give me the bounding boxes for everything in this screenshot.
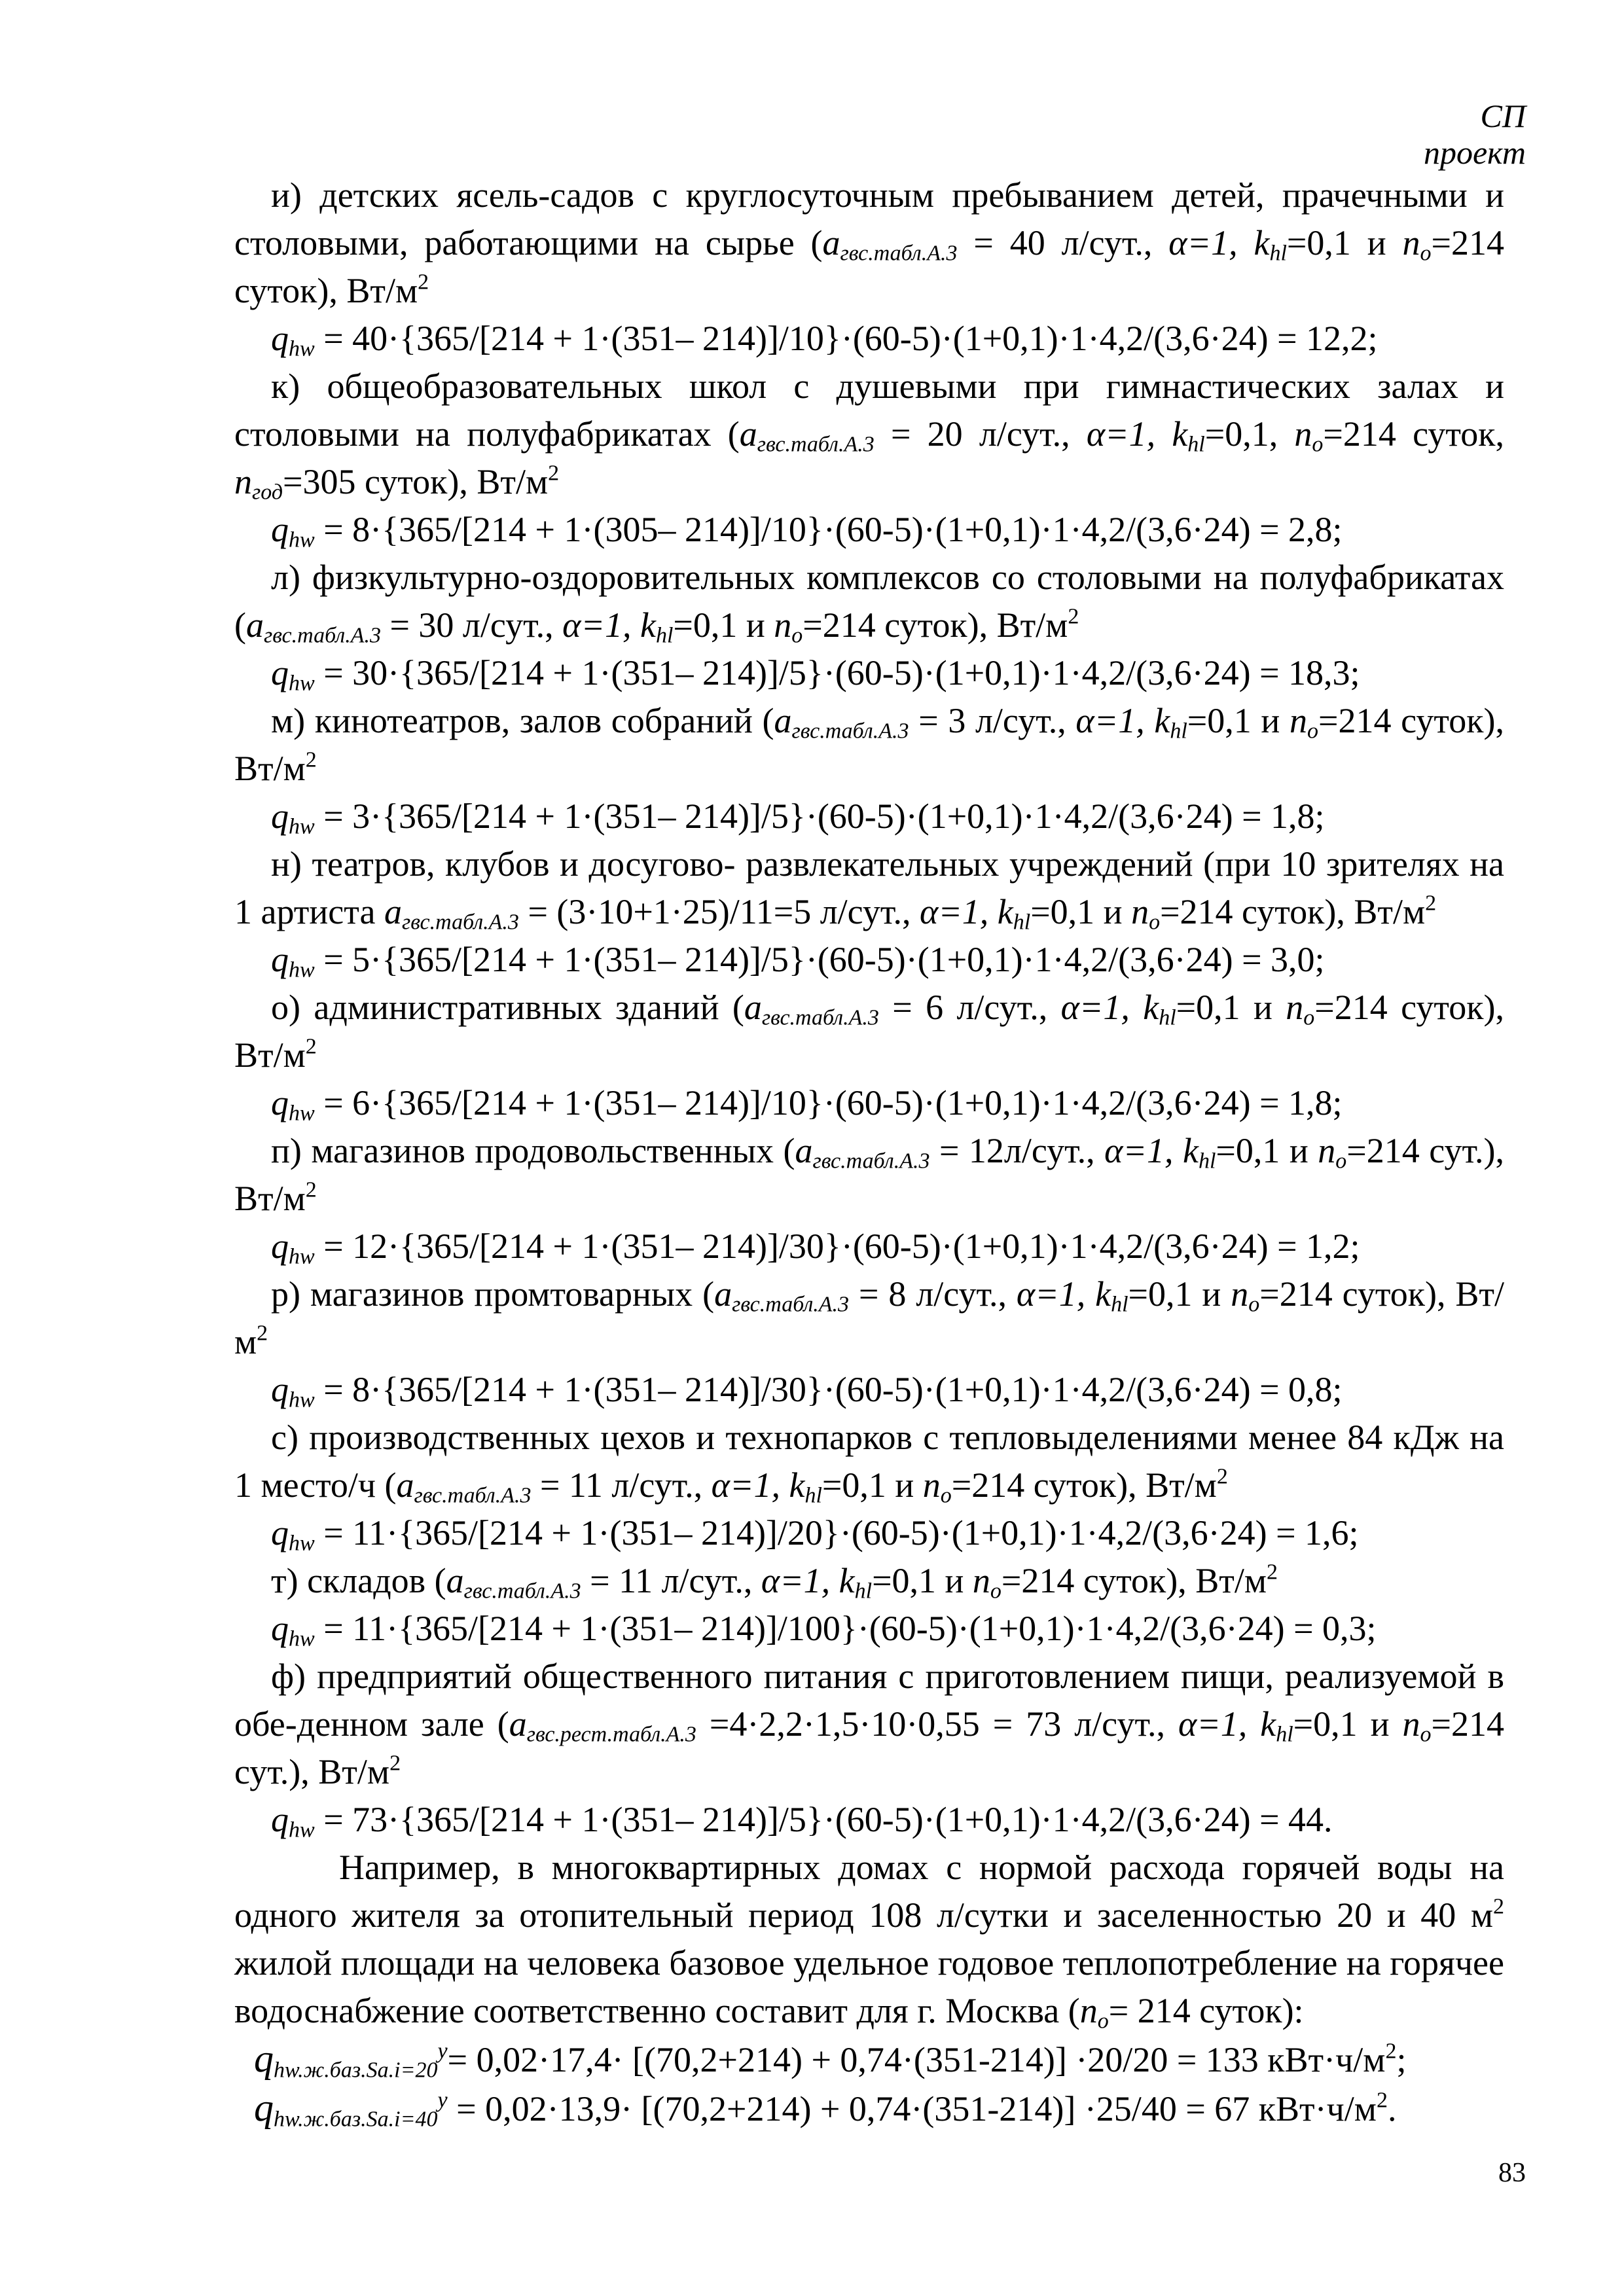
formula: qhw = 11·{365/[214 + 1·(351– 214)]/20}·(60-5)·(1+0,1)·1·4,2/(3,6·24) = 1,6; [271,1513,1359,1556]
formula: qhw = 30·{365/[214 + 1·(351– 214)]/5}·(60-5)·(1+0,1)·1·4,2/(3,6·24) = 18,3; [271,653,1360,696]
year-days-symbol: nгод [234,462,283,505]
heat-symbol: qhw [271,797,315,839]
loss-coef-symbol: khl [1143,988,1176,1030]
loss-coef-symbol: khl [1254,223,1287,266]
formula: qhw = 3·{365/[214 + 1·(351– 214)]/5}·(60-5)·(1+0,1)·1·4,2/(3,6·24) = 1,8; [271,797,1325,839]
formula: qhw = 12·{365/[214 + 1·(351– 214)]/30}·(60-5)·(1+0,1)·1·4,2/(3,6·24) = 1,2; [271,1227,1360,1269]
formula: qhw = 5·{365/[214 + 1·(351– 214)]/5}·(60-5)·(1+0,1)·1·4,2/(3,6·24) = 3,0; [271,940,1325,982]
loss-coef-symbol: khl [1095,1274,1128,1317]
days-symbol: no [922,1465,952,1508]
list-item: и) детских ясель-садов с круглосуточным пребыванием детей, прачечными и столовыми, работающими на сырье (агвс.табл.А.3 = 40 л/сут., α=1, khl=0,1 и no=214 суток), $Вт/м^2$ [234,175,1505,310]
list-item: п) магазинов продовольственных (агвс.табл.А.3 = 12л/сут., α=1, khl=0,1 и no=214 сут.), $Вт/м^2$ [234,1131,1504,1218]
loss-coef-symbol: khl [1154,701,1187,744]
example-formula: $qhw.ж.баз.Sa.i=40^у = 0,02\cdot 13,9\cdot [(70,2+214) + 0,74\cdot(351-214)] \cdot 25/40 = 67$ $кВт\cdot ч/м^2$. [254,2086,1397,2132]
list-item: т) складов (агвс.табл.А.3 = 11 л/сут., α=1, khl=0,1 и no=214 суток), $Вт/м^2$ [271,1560,1278,1604]
days-symbol: no [1231,1274,1260,1317]
document-body [234,171,1504,2133]
list-item: к) общеобразовательных школ с душевыми при гимнастических залах и столовыми на полуфабрикатах (агвс.табл.А.3 = 20 л/сут., α=1, khl=0,1, no=214 суток, nгод=305 суток), $Вт/м^2$ [234,367,1504,505]
days-symbol: no [1079,1991,1109,2034]
list-item: о) административных зданий (агвс.табл.А.3 = 6 л/сут., α=1, khl=0,1 и no=214 суток), $Вт/м^2$ [234,988,1504,1075]
formula: qhw = 73·{365/[214 + 1·(351– 214)]/5}·(60-5)·(1+0,1)·1·4,2/(3,6·24) = 44. [271,1800,1333,1842]
loss-coef-symbol: khl [839,1561,873,1604]
formula: qhw = 40·{365/[214 + 1·(351– 214)]/10}·(60-5)·(1+0,1)·1·4,2/(3,6·24) = 12,2; [271,319,1378,361]
loss-coef-symbol: khl [1182,1131,1216,1174]
water-norm-symbol: агвс.табл.А.3 [446,1561,581,1604]
days-symbol: no [774,605,803,648]
water-norm-symbol: агвс.табл.А.3 [739,414,875,457]
loss-coef-symbol: khl [997,892,1031,935]
water-norm-symbol: агвс.табл.А.3 [384,892,519,935]
heat-symbol: qhw [271,319,315,361]
heat-symbol: qhw [271,1370,315,1412]
water-norm-symbol: агвс.табл.А.3 [795,1131,930,1174]
example-paragraph: Например, в многоквартирных домах с нормой расхода горячей воды на одного жителя за отопительный период 108 л/сутки и заселенностью 20 и 40 $м^2$ жилой площади на человека базовое удельное годовое теплопотребление на горячее водоснабжение соответственно составит для г. Москва (no= 214 суток): [234,1848,1504,2034]
page-number: 83 [1498,2158,1526,2188]
loss-coef-symbol: khl [640,605,674,648]
formula: qhw = 8·{365/[214 + 1·(305– 214)]/10}·(60-5)·(1+0,1)·1·4,2/(3,6·24) = 2,8; [271,510,1343,552]
heat-symbol: qhw [271,1513,315,1556]
list-item: с) производственных цехов и технопарков с тепловыделениями менее 84 кДж на 1 место/ч (агвс.табл.А.3 = 11 л/сут., α=1, khl=0,1 и no=214 суток), $Вт/м^2$ [234,1418,1504,1508]
water-norm-symbol: агвс.табл.А.3 [822,223,958,266]
list-item: ф) предприятий общественного питания с приготовлением пищи, реализуемой в обе-денном зале (агвс.рест.табл.А.3 =4·2,2·1,5·10·0,55 = 73 л/сут., α=1, khl=0,1 и no=214 сут.), $Вт/м^2$ [234,1657,1504,1791]
header-doc-status: проект [1423,134,1526,171]
loss-coef-symbol: khl [1260,1704,1293,1747]
water-norm-symbol: агвс.рест.табл.А.3 [509,1704,696,1747]
days-symbol: no [1402,223,1432,266]
formula: qhw = 8·{365/[214 + 1·(351– 214)]/30}·(60-5)·(1+0,1)·1·4,2/(3,6·24) = 0,8; [271,1370,1343,1412]
formula: qhw = 6·{365/[214 + 1·(351– 214)]/10}·(60-5)·(1+0,1)·1·4,2/(3,6·24) = 1,8; [271,1083,1343,1126]
days-symbol: no [1402,1704,1432,1747]
water-norm-symbol: агвс.табл.А.3 [744,988,879,1030]
list-item: н) театров, клубов и досугово- развлекательных учреждений (при 10 зрителях на 1 артиста агвс.табл.А.3 = (3·10+1·25)/11=5 л/сут., α=1, khl=0,1 и no=214 суток), $Вт/м^2$ [234,844,1504,935]
formula: qhw = 11·{365/[214 + 1·(351– 214)]/100}·(60-5)·(1+0,1)·1·4,2/(3,6·24) = 0,3; [271,1609,1377,1651]
header-doc-code: СП [1480,98,1526,134]
example-formula: $qhw.ж.баз.Sa.i=20^у= 0,02\cdot 17,4\cdot [(70,2+214) + 0,74\cdot(351-214)] \cdot 20/20 = 133$ $кВт\cdot ч/м^2$; [254,2037,1407,2083]
list-item: м) кинотеатров, залов собраний (агвс.табл.А.3 = 3 л/сут., α=1, khl=0,1 и no=214 суток), $Вт/м^2$ [234,701,1504,788]
water-norm-symbol: агвс.табл.А.3 [774,701,909,744]
heat-symbol: qhw [271,653,315,696]
heat-symbol: qhw [271,1083,315,1126]
days-symbol: no [1294,414,1324,457]
days-symbol: no [1318,1131,1347,1174]
list-item: р) магазинов промтоварных (агвс.табл.А.3 = 8 л/сут., α=1, khl=0,1 и no=214 суток), $Вт/м^2$ [234,1274,1504,1361]
days-symbol: no [1286,988,1315,1030]
loss-coef-symbol: khl [1172,414,1205,457]
water-norm-symbol: агвс.табл.А.3 [396,1465,532,1508]
heat-symbol: qhw [271,510,315,552]
list-item: л) физкультурно-оздоровительных комплексов со столовыми на полуфабрикатах (агвс.табл.А.3 = 30 л/сут., α=1, khl=0,1 и no=214 суток), $Вт/м^2$ [234,558,1504,648]
days-symbol: no [972,1561,1001,1604]
water-norm-symbol: агвс.табл.А.3 [245,605,381,648]
heat-symbol: qhw [271,1609,315,1651]
loss-coef-symbol: khl [789,1465,822,1508]
heat-symbol: qhw [271,1800,315,1842]
heat-symbol: qhw [271,1227,315,1269]
heat-symbol: qhw [271,940,315,982]
days-symbol: no [1290,701,1318,744]
water-norm-symbol: агвс.табл.А.3 [714,1274,850,1317]
days-symbol: no [1131,892,1161,935]
